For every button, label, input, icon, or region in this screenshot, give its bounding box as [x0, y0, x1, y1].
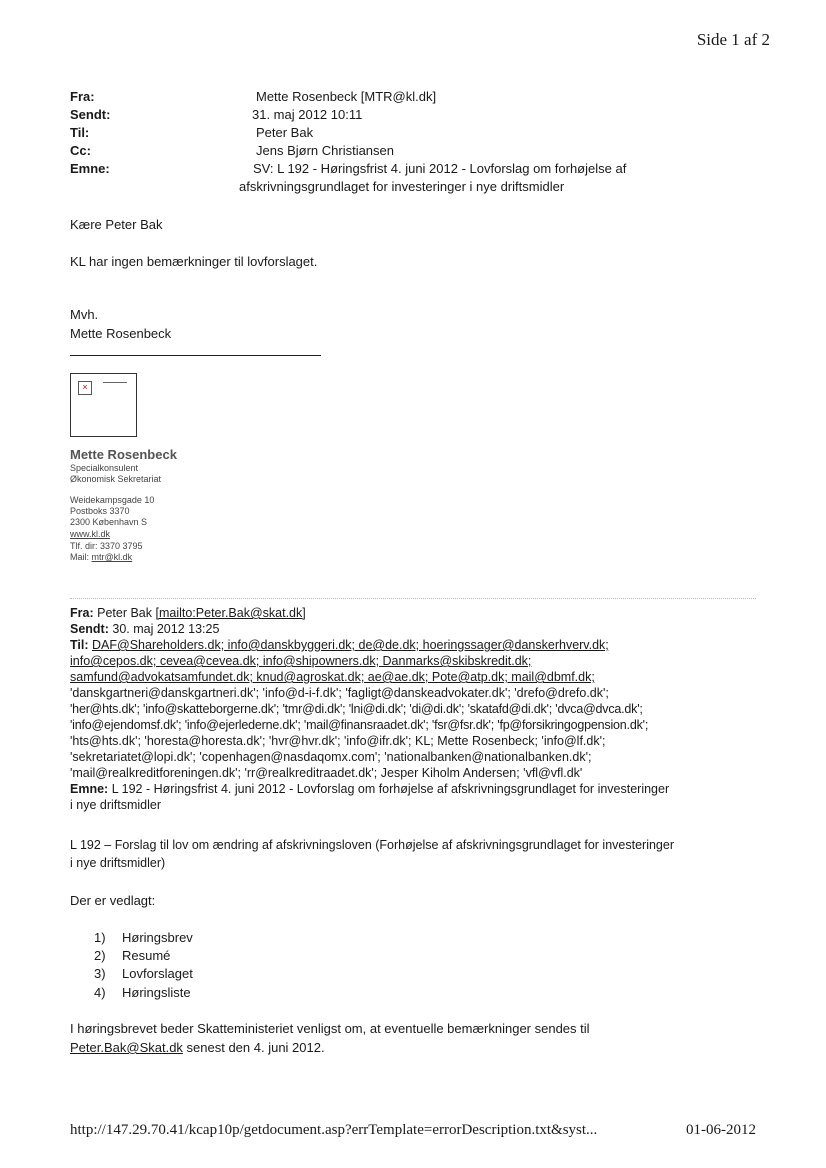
fwd-to-line-2[interactable]: info@cepos.dk; cevea@cevea.dk; info@shipowners.dk; Danmarks@skibskredit.dk;	[70, 654, 532, 668]
signature-address-2: Postboks 3370	[70, 506, 130, 516]
greeting: Kære Peter Bak	[70, 217, 163, 232]
subject-line-1: SV: L 192 - Høringsfrist 4. juni 2012 - Lovforslag om forhøjelse af	[253, 161, 627, 176]
fwd-intro-line-1: L 192 – Forslag til lov om ændring af afskrivningsloven (Forhøjelse af afskrivningsgrundlaget for investeringer	[70, 838, 674, 852]
attachment-item	[94, 948, 170, 963]
signature-title-1: Specialkonsulent	[70, 463, 139, 473]
cc-label: Cc:	[70, 143, 91, 158]
fwd-to-row	[70, 638, 609, 654]
fwd-to-line-6: 'info@ejendomsf.dk'; 'info@ejerlederne.dk'; 'mail@finansraadet.dk'; 'fsr@fsr.dk'; 'fp@forsikringogpension.dk';	[70, 718, 649, 732]
subject-line-2: afskrivningsgrundlaget for investeringer i nye driftsmidler	[239, 179, 565, 194]
signature-web-link[interactable]: www.kl.dk	[70, 529, 111, 539]
broken-image-placeholder	[70, 373, 137, 437]
subject-label: Emne:	[70, 161, 110, 176]
fwd-to-label: Til:	[70, 638, 89, 652]
attachment-number: 2)	[94, 948, 106, 963]
message-separator	[70, 598, 756, 599]
closing-name: Mette Rosenbeck	[70, 326, 172, 341]
attached-label: Der er vedlagt:	[70, 893, 156, 908]
attachment-item	[94, 966, 193, 981]
fwd-from-label: Fra:	[70, 606, 94, 620]
fwd-from-row	[70, 606, 306, 622]
fwd-to-line-4: 'danskgartneri@danskgartneri.dk'; 'info@d-i-f.dk'; 'fagligt@danskeadvokater.dk'; 'drefo@drefo.dk';	[70, 686, 609, 700]
attachment-label: Lovforslaget	[122, 966, 193, 981]
fwd-subject-label: Emne:	[70, 782, 109, 796]
fwd-intro-line-2: i nye driftsmidler)	[70, 856, 166, 870]
fwd-to-line-7: 'hts@hts.dk'; 'horesta@horesta.dk'; 'hvr@hvr.dk'; 'info@ifr.dk'; KL; Mette Rosenbeck; 'info@lf.dk';	[70, 734, 606, 748]
signature-mail-label: Mail:	[70, 552, 90, 562]
attachment-label: Resumé	[122, 948, 171, 963]
footer-url: http://147.29.70.41/kcap10p/getdocument.asp?errTemplate=errorDescription.txt&syst...	[70, 1122, 598, 1138]
fwd-from-value: Peter Bak	[97, 606, 152, 620]
from-value: Mette Rosenbeck [MTR@kl.dk]	[256, 89, 437, 104]
signature-address-1: Weidekampsgade 10	[70, 495, 155, 505]
to-label: Til:	[70, 125, 90, 140]
reply-body: KL har ingen bemærkninger til lovforslaget.	[70, 254, 318, 269]
fwd-to-line-9: 'mail@realkreditforeningen.dk'; 'rr@realkreditraadet.dk'; Jesper Kiholm Andersen; 'vfl@vfl.dk'	[70, 766, 583, 780]
fwd-sent-row	[70, 622, 219, 638]
fwd-sent-value: 30. maj 2012 13:25	[112, 622, 220, 636]
footer-date: 01-06-2012	[686, 1122, 756, 1138]
signature-mail-link[interactable]: mtr@kl.dk	[91, 552, 133, 562]
fwd-subject-row	[70, 782, 669, 798]
signature-title-2: Økonomisk Sekretariat	[70, 474, 162, 484]
signature-mail	[70, 552, 132, 563]
closing-rest: senest den 4. juni 2012.	[182, 1040, 325, 1055]
closing-line-1: I høringsbrevet beder Skatteministeriet venligst om, at eventuelle bemærkninger sendes til	[70, 1021, 590, 1036]
signature-divider	[70, 355, 321, 356]
attachment-label: Høringsbrev	[122, 930, 193, 945]
closing: Mvh.	[70, 307, 99, 322]
to-value: Peter Bak	[256, 125, 314, 140]
broken-image-icon: ×	[78, 381, 92, 395]
image-caption-line	[103, 382, 127, 383]
sent-value: 31. maj 2012 10:11	[252, 107, 363, 122]
closing-line-2	[70, 1040, 325, 1055]
signature-web[interactable]	[70, 529, 110, 540]
cc-value: Jens Bjørn Christiansen	[256, 143, 394, 158]
attachment-number: 1)	[94, 930, 106, 945]
page-number: Side 1 af 2	[696, 30, 770, 49]
fwd-to-line-5: 'her@hts.dk'; 'info@skatteborgerne.dk'; 'tmr@di.dk'; 'lni@di.dk'; 'di@di.dk'; 'skatafd@di.dk'; 'dvca@dvca.dk';	[70, 702, 643, 716]
sent-label: Sendt:	[70, 107, 111, 122]
attachment-number: 4)	[94, 985, 106, 1000]
attachment-item	[94, 985, 191, 1000]
fwd-sent-label: Sendt:	[70, 622, 109, 636]
attachment-number: 3)	[94, 966, 106, 981]
attachment-item	[94, 930, 193, 945]
signature-address-3: 2300 København S	[70, 517, 148, 527]
fwd-to-line-1[interactable]: DAF@Shareholders.dk; info@danskbyggeri.dk; de@de.dk; hoeringssager@danskerhverv.dk;	[92, 638, 609, 652]
from-label: Fra:	[70, 89, 95, 104]
closing-email-link[interactable]: Peter.Bak@Skat.dk	[70, 1040, 183, 1055]
fwd-to-line-3[interactable]: samfund@advokatsamfundet.dk; knud@agroskat.dk; ae@ae.dk; Pote@atp.dk; mail@dbmf.dk;	[70, 670, 595, 684]
fwd-subject-line-1: L 192 - Høringsfrist 4. juni 2012 - Lovforslag om forhøjelse af afskrivningsgrundlaget for investeringer	[111, 782, 670, 796]
fwd-subject-line-2: i nye driftsmidler	[70, 798, 161, 812]
signature-name: Mette Rosenbeck	[70, 447, 177, 462]
fwd-to-line-8: 'sekretariatet@lopi.dk'; 'copenhagen@nasdaqomx.com'; 'nationalbanken@nationalbanken.dk';	[70, 750, 592, 764]
attachment-label: Høringsliste	[122, 985, 191, 1000]
fwd-from-link[interactable]: [mailto:Peter.Bak@skat.dk]	[155, 606, 306, 620]
signature-phone: Tlf. dir: 3370 3795	[70, 541, 143, 551]
